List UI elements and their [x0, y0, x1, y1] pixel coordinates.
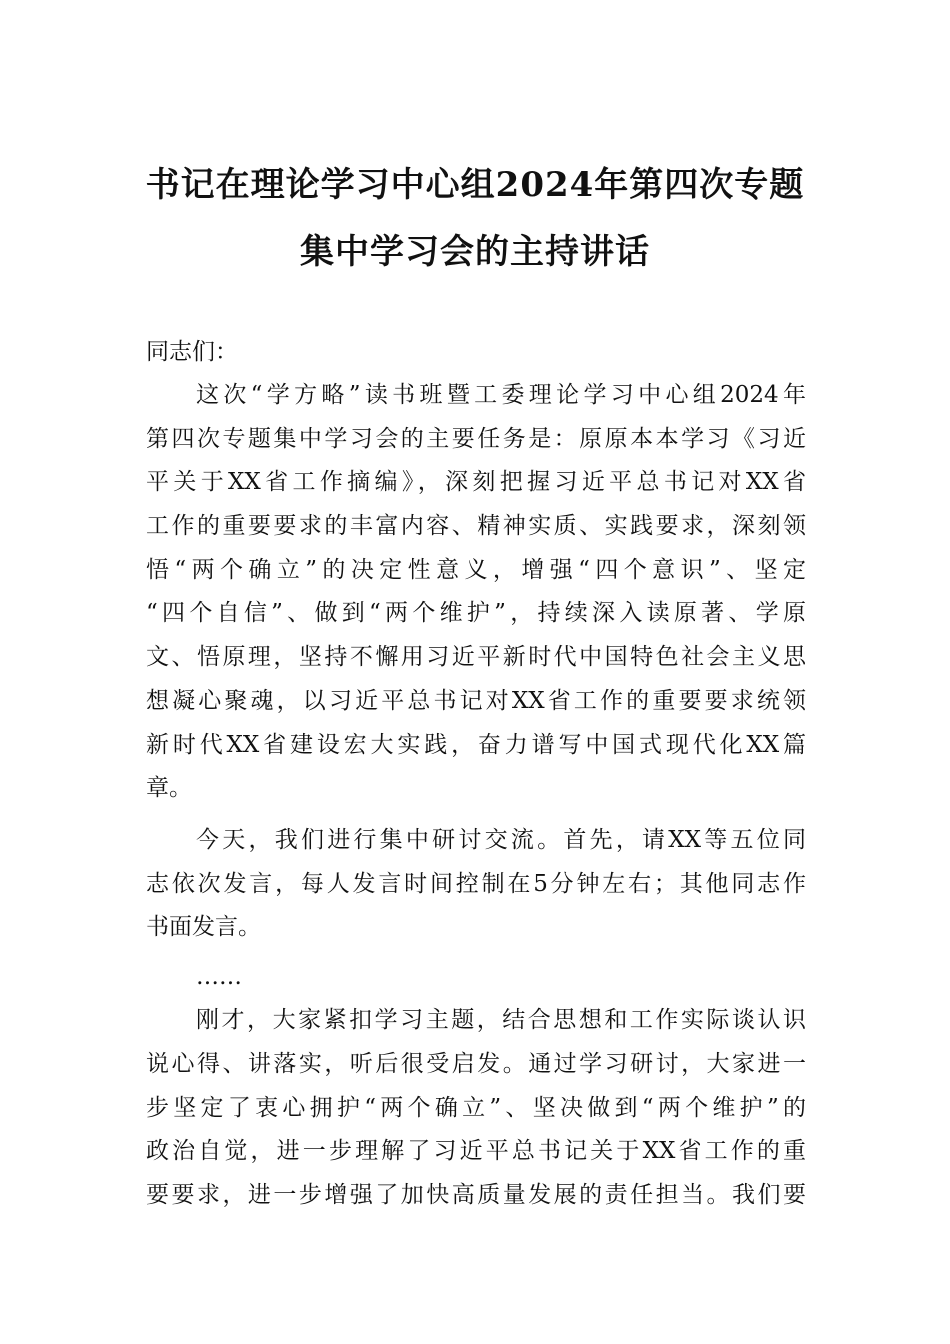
paragraph-line: 章。	[146, 775, 192, 801]
paragraph-line: 今天，我们进行集中研讨交流。首先，请XX等五位同	[196, 827, 806, 853]
paragraph-line: “四个自信”、做到“两个维护”，持续深入读原著、学原	[146, 600, 806, 626]
paragraph-line: 说心得、讲落实，听后很受启发。通过学习研讨，大家进一	[146, 1051, 806, 1077]
paragraph-line: 要要求，进一步增强了加快高质量发展的责任担当。我们要	[146, 1182, 806, 1208]
paragraph-line: 志依次发言，每人发言时间控制在5分钟左右；其他同志作	[146, 871, 806, 897]
paragraph-line: 书面发言。	[146, 914, 261, 940]
document-title-line-2: 集中学习会的主持讲话	[300, 232, 650, 272]
paragraph-line: 刚才，大家紧扣学习主题，结合思想和工作实际谈认识	[196, 1007, 806, 1033]
paragraph-line: 悟“两个确立”的决定性意义，增强“四个意识”、坚定	[146, 557, 806, 583]
document-title-line-1: 书记在理论学习中心组2024年第四次专题	[145, 165, 805, 205]
paragraph-line: 第四次专题集中学习会的主要任务是：原原本本学习《习近	[146, 426, 806, 452]
ellipsis-line: ……	[196, 964, 242, 990]
paragraph-line: 工作的重要要求的丰富内容、精神实质、实践要求，深刻领	[146, 513, 806, 539]
paragraph-line: 想凝心聚魂，以习近平总书记对XX省工作的重要要求统领	[146, 688, 806, 714]
paragraph-line: 平关于XX省工作摘编》，深刻把握习近平总书记对XX省	[146, 469, 806, 495]
paragraph-line: 这次“学方略”读书班暨工委理论学习中心组2024年	[196, 382, 806, 408]
paragraph-line: 步坚定了衷心拥护“两个确立”、坚决做到“两个维护”的	[146, 1095, 806, 1121]
paragraph-line: 文、悟原理，坚持不懈用习近平新时代中国特色社会主义思	[146, 644, 806, 670]
salutation: 同志们：	[146, 339, 238, 365]
paragraph-line: 政治自觉，进一步理解了习近平总书记关于XX省工作的重	[146, 1138, 806, 1164]
paragraph-line: 新时代XX省建设宏大实践，奋力谱写中国式现代化XX篇	[146, 732, 806, 758]
